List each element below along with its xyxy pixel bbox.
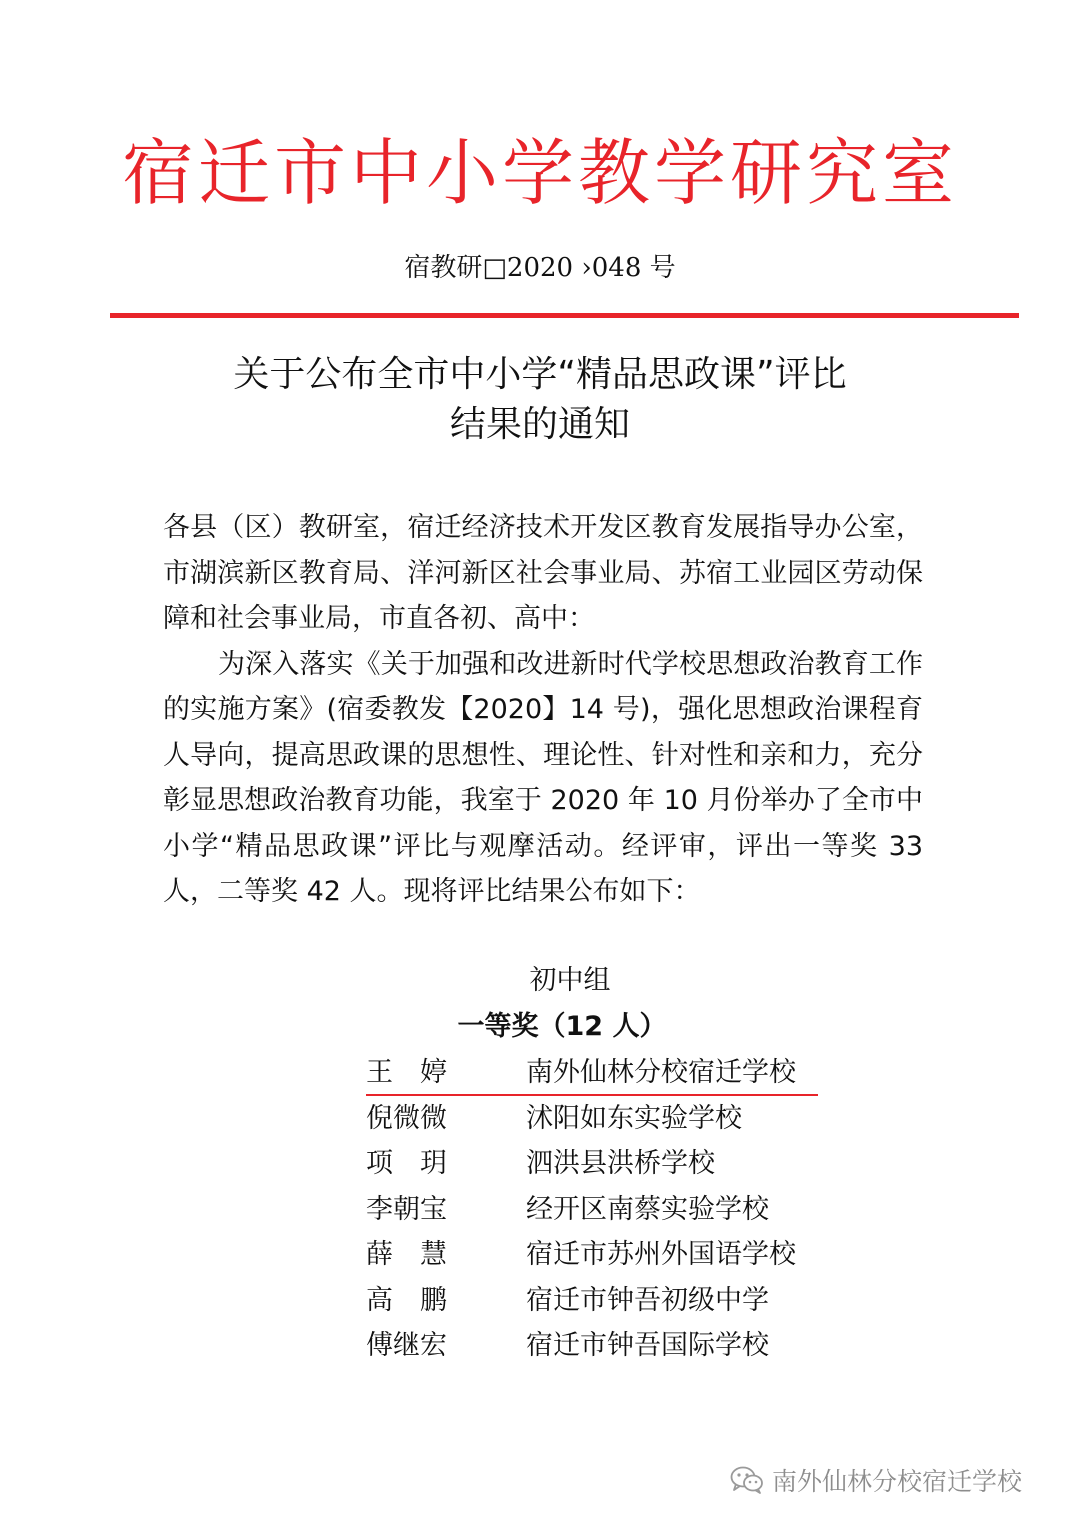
red-divider <box>110 313 1019 318</box>
winner-name: 李朝宝 <box>366 1193 447 1225</box>
winner-name: 项 玥 <box>366 1148 447 1179</box>
award-row <box>366 1187 926 1233</box>
watermark-text: 南外仙林分校宿迁学校 <box>772 1467 1023 1496</box>
winner-name: 傅继宏 <box>366 1330 447 1361</box>
winner-name: 倪微微 <box>366 1102 447 1134</box>
winner-school: 经开区南蔡实验学校 <box>526 1193 769 1225</box>
award-row <box>366 1323 926 1369</box>
winner-name: 王 婷 <box>366 1057 447 1088</box>
award-list <box>366 1050 926 1369</box>
notice-title-line-1: 关于公布全市中小学“精品思政课”评比 <box>233 354 847 395</box>
winner-school: 泗洪县洪桥学校 <box>526 1148 715 1179</box>
award-row <box>366 1141 926 1187</box>
addressee-paragraph: 各县（区）教研室，宿迁经济技术开发区教育发展指导办公室，市湖滨新区教育局、洋河新区社会事业局、苏宿工业园区劳动保障和社会事业局，市直各初、高中： <box>163 512 923 634</box>
winner-name: 薛 慧 <box>366 1239 447 1270</box>
content-paragraph: 为深入落实《关于加强和改进新时代学校思想政治教育工作的实施方案》(宿委教发【2020】14 号)，强化思想政治课程育人导向，提高思政课的思想性、理论性、针对性和亲和力，充分彰显思想政治教育功能，我室于 2020 年 10 月份举办了全市中小学“精品思政课”评比与观摩活动。经评审，评出一等奖 33 人，二等奖 42 人。现将评比结果公布如下： <box>163 648 923 907</box>
wechat-icon <box>730 1465 764 1495</box>
winner-school: 南外仙林分校宿迁学校 <box>526 1057 796 1088</box>
notice-body <box>163 505 923 915</box>
notice-title-line-2: 结果的通知 <box>449 404 630 445</box>
award-row <box>366 1050 818 1096</box>
prize-heading: 一等奖（12 人） <box>457 1011 667 1042</box>
notice-title <box>0 350 1080 450</box>
group-heading: 初中组 <box>529 965 611 996</box>
award-row <box>366 1278 926 1324</box>
document-number: 宿教研□2020 ›048 号 <box>404 253 676 283</box>
award-row <box>366 1232 926 1278</box>
winner-school: 沭阳如东实验学校 <box>526 1102 742 1134</box>
winner-school: 宿迁市钟吾国际学校 <box>526 1330 769 1361</box>
watermark <box>730 1460 1022 1500</box>
award-row <box>366 1096 926 1142</box>
agency-title: 宿迁市中小学教学研究室 <box>121 131 958 215</box>
winner-name: 高 鹏 <box>366 1284 447 1316</box>
winner-school: 宿迁市钟吾初级中学 <box>526 1284 769 1316</box>
winner-school: 宿迁市苏州外国语学校 <box>526 1239 796 1270</box>
